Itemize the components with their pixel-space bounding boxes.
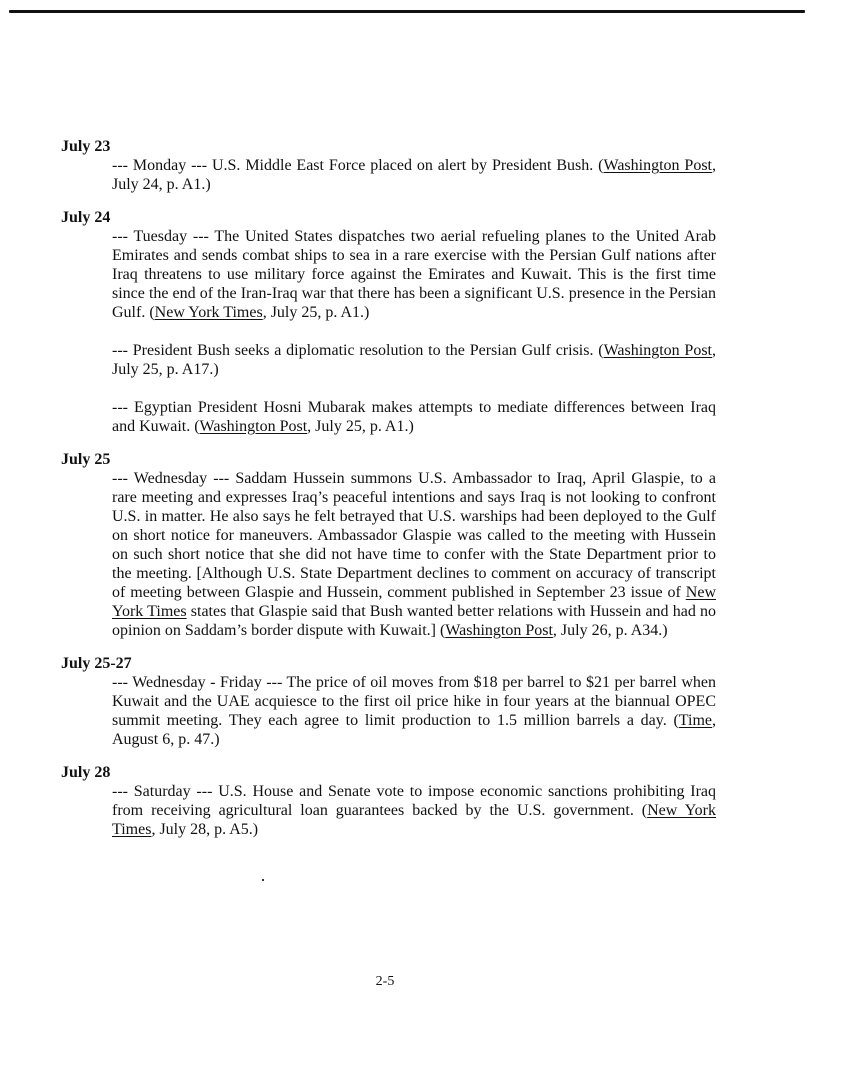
source-citation: Time	[678, 712, 712, 729]
entry-item	[112, 782, 716, 839]
item-text: states that Glaspie said that Bush wanted better relations with Hussein and had no opinion on Saddam’s border dispute with Kuwait.] (	[112, 603, 716, 639]
top-rule	[9, 10, 805, 13]
entry-item	[112, 227, 716, 322]
entry-date: July 25-27	[61, 655, 132, 672]
item-text: --- Monday --- U.S. Middle East Force placed on alert by President Bush. (	[112, 157, 604, 174]
citation-detail: , August 6, p. 47.)	[112, 712, 716, 748]
item-text: --- Tuesday --- The United States dispatches two aerial refueling planes to the United Arab Emirates and sends combat ships to sea in a rare exercise with the Persian Gulf nations after Iraq threatens to use military force against the Emirates and Kuwait. This is the first time since the end of the Iran-Iraq war that there has been a significant U.S. presence in the Persian Gulf. (	[112, 228, 716, 321]
entry-date: July 28	[61, 764, 111, 781]
entry-july-23	[61, 137, 716, 194]
citation-detail: , July 25, p. A1.)	[307, 418, 414, 435]
source-citation: Washington Post	[199, 418, 308, 435]
source-citation: Washington Post	[603, 157, 713, 174]
source-citation: Washington Post	[445, 622, 553, 639]
item-text: --- Saturday --- U.S. House and Senate vote to impose economic sanctions prohibiting Iraq from receiving agricultural loan guarantees backed by the U.S. government. (	[112, 783, 716, 819]
chronology	[61, 137, 716, 853]
entry-july-24	[61, 208, 716, 436]
entry-july-25-27	[61, 654, 716, 749]
item-text: --- President Bush seeks a diplomatic resolution to the Persian Gulf crisis. (	[112, 342, 604, 359]
citation-detail: , July 26, p. A34.)	[552, 622, 668, 639]
entry-date: July 23	[61, 138, 111, 155]
item-text: --- Wednesday --- Saddam Hussein summons U.S. Ambassador to Iraq, April Glaspie, to a rare meeting and expresses Iraq’s peaceful intentions and says Iraq is not looking to confront U.S. in matter. He also says he felt betrayed that U.S. warships had been deployed to the Gulf on short notice for maneuvers. Ambassador Glaspie was called to the meeting with Hussein on such short notice that she did not have time to confer with the State Department prior to the meeting. [Although U.S. State Department declines to comment on accuracy of transcript of meeting between Glaspie and Hussein, comment published in September 23 issue of	[112, 470, 716, 601]
item-text: --- Wednesday - Friday --- The price of oil moves from $18 per barrel to $21 per barrel when Kuwait and the UAE acquiesce to the first oil price hike in four years at the biannual OPEC summit meeting. They each agree to limit production to 1.5 million barrels a day. (	[112, 674, 716, 729]
citation-detail: , July 25, p. A17.)	[112, 342, 717, 378]
page-number: 2-5	[375, 974, 395, 989]
source-citation: New York Times	[112, 584, 716, 620]
entry-date: July 24	[61, 209, 111, 226]
entry-item	[112, 156, 716, 194]
source-citation: New York Times	[112, 802, 716, 838]
source-citation: New York Times	[154, 304, 263, 321]
entry-date: July 25	[61, 451, 111, 468]
entry-item	[112, 673, 716, 749]
entry-item	[112, 341, 716, 379]
entry-july-25	[61, 450, 716, 640]
entry-item	[112, 398, 716, 436]
scan-artifact	[262, 879, 264, 881]
citation-detail: , July 28, p. A5.)	[151, 821, 259, 838]
citation-detail: , July 25, p. A1.)	[262, 304, 370, 321]
entry-item	[112, 469, 716, 640]
source-citation: Washington Post	[603, 342, 713, 359]
citation-detail: , July 24, p. A1.)	[112, 157, 717, 193]
item-text: --- Egyptian President Hosni Mubarak makes attempts to mediate differences between Iraq and Kuwait. (	[112, 399, 716, 435]
entry-july-28	[61, 763, 716, 839]
